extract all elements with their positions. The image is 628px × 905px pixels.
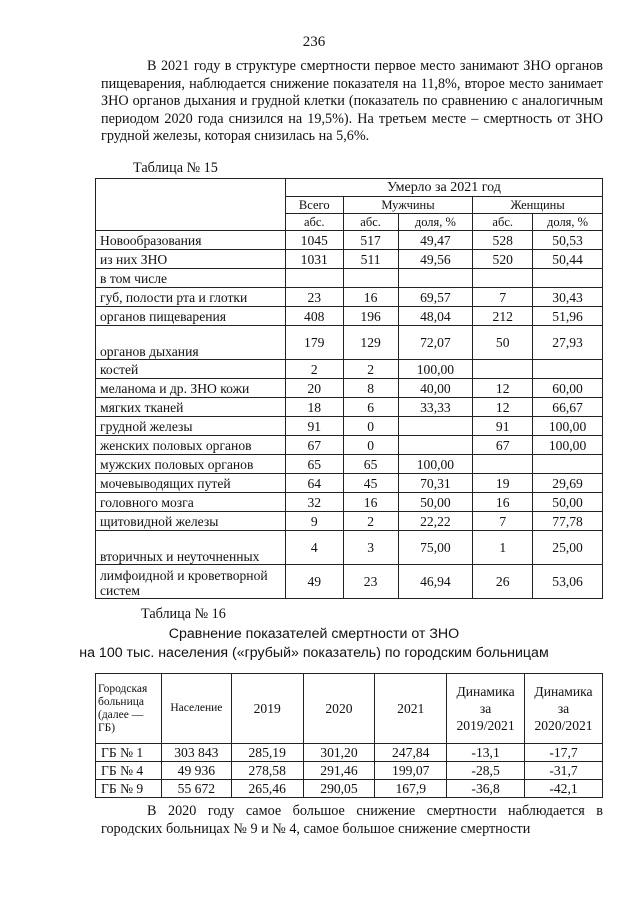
table-16 — [95, 673, 603, 798]
table15-header-abs-men: абс. — [343, 214, 398, 231]
table15-header-women: Женщины — [473, 197, 603, 214]
cell-men-share: 40,00 — [398, 379, 473, 398]
cell-men-share — [398, 269, 473, 288]
cell-men-abs: 2 — [343, 360, 398, 379]
table15-header-abs-total: абс. — [285, 214, 343, 231]
cell-men-abs: 65 — [343, 455, 398, 474]
row-label: ГБ № 9 — [96, 780, 162, 798]
row-label: в том числе — [96, 269, 286, 288]
table15-body — [96, 231, 603, 599]
cell-y2021: 199,07 — [375, 762, 447, 780]
cell-men-share: 100,00 — [398, 360, 473, 379]
cell-men-share: 49,47 — [398, 231, 473, 250]
cell-women-share: 66,67 — [533, 398, 603, 417]
cell-women-abs: 12 — [473, 379, 533, 398]
cell-y2019: 265,46 — [231, 780, 303, 798]
cell-women-abs — [473, 455, 533, 474]
cell-total: 64 — [285, 474, 343, 493]
row-label: органов пищеварения — [96, 307, 286, 326]
cell-women-abs — [473, 269, 533, 288]
row-label: органов дыхания — [96, 326, 286, 360]
cell-men-share — [398, 417, 473, 436]
cell-women-share: 100,00 — [533, 436, 603, 455]
cell-population: 55 672 — [161, 780, 231, 798]
table-row — [96, 493, 603, 512]
cell-total: 49 — [285, 565, 343, 599]
cell-women-share — [533, 360, 603, 379]
row-label: мужских половых органов — [96, 455, 286, 474]
cell-women-abs: 528 — [473, 231, 533, 250]
cell-men-abs — [343, 269, 398, 288]
table16-title-line1: Сравнение показателей смертности от ЗНО — [168, 626, 460, 642]
table16-header-dynamics-2019-2021: Динамика за 2019/2021 — [447, 674, 525, 744]
cell-y2021: 167,9 — [375, 780, 447, 798]
cell-men-abs: 6 — [343, 398, 398, 417]
table16-body — [96, 744, 603, 798]
table-15 — [95, 178, 603, 599]
row-label: вторичных и неуточненных — [96, 531, 286, 565]
table16-title-line2: на 100 тыс. населения («грубый» показатель) по городским больницам — [79, 645, 549, 661]
cell-total: 18 — [285, 398, 343, 417]
cell-men-share: 46,94 — [398, 565, 473, 599]
cell-men-share: 72,07 — [398, 326, 473, 360]
row-label: головного мозга — [96, 493, 286, 512]
table15-caption: Таблица № 15 — [133, 160, 218, 176]
table-row — [96, 512, 603, 531]
cell-women-share: 30,43 — [533, 288, 603, 307]
cell-women-abs: 16 — [473, 493, 533, 512]
table-row — [96, 250, 603, 269]
cell-total: 23 — [285, 288, 343, 307]
row-label: ГБ № 1 — [96, 744, 162, 762]
table16-header-dynamics-2020-2021: Динамика за 2020/2021 — [525, 674, 603, 744]
cell-women-abs: 67 — [473, 436, 533, 455]
cell-total: 65 — [285, 455, 343, 474]
cell-men-share — [398, 436, 473, 455]
cell-men-share: 33,33 — [398, 398, 473, 417]
cell-women-abs: 26 — [473, 565, 533, 599]
cell-women-share: 27,93 — [533, 326, 603, 360]
table-row — [96, 780, 603, 798]
table15-corner-cell — [96, 179, 286, 231]
cell-women-share — [533, 269, 603, 288]
row-label: мочевыводящих путей — [96, 474, 286, 493]
table-row — [96, 474, 603, 493]
cell-women-abs: 1 — [473, 531, 533, 565]
cell-dyn2: -17,7 — [525, 744, 603, 762]
row-label: из них ЗНО — [96, 250, 286, 269]
cell-dyn2: -42,1 — [525, 780, 603, 798]
cell-women-share: 60,00 — [533, 379, 603, 398]
row-label: мягких тканей — [96, 398, 286, 417]
intro-paragraph — [101, 58, 603, 146]
row-label: меланома и др. ЗНО кожи — [96, 379, 286, 398]
table16-label: Таблица № 16 — [141, 606, 226, 622]
cell-men-abs: 196 — [343, 307, 398, 326]
cell-women-abs: 91 — [473, 417, 533, 436]
cell-women-share: 25,00 — [533, 531, 603, 565]
table-row — [96, 762, 603, 780]
cell-total: 4 — [285, 531, 343, 565]
table16-header-2019: 2019 — [231, 674, 303, 744]
row-label: губ, полости рта и глотки — [96, 288, 286, 307]
cell-total: 408 — [285, 307, 343, 326]
table-row — [96, 307, 603, 326]
table15-header-share-women: доля, % — [533, 214, 603, 231]
cell-total: 1045 — [285, 231, 343, 250]
cell-total: 20 — [285, 379, 343, 398]
cell-men-abs: 16 — [343, 493, 398, 512]
cell-dyn1: -36,8 — [447, 780, 525, 798]
row-label: щитовидной железы — [96, 512, 286, 531]
cell-total — [285, 269, 343, 288]
table-row — [96, 231, 603, 250]
cell-men-abs: 0 — [343, 436, 398, 455]
table16-header-2021: 2021 — [375, 674, 447, 744]
outro-paragraph — [101, 803, 603, 838]
table15-header-share-men: доля, % — [398, 214, 473, 231]
cell-men-abs: 45 — [343, 474, 398, 493]
table-row — [96, 326, 603, 360]
cell-women-abs: 212 — [473, 307, 533, 326]
cell-y2020: 301,20 — [303, 744, 375, 762]
table-row — [96, 269, 603, 288]
row-label: женских половых органов — [96, 436, 286, 455]
row-label: грудной железы — [96, 417, 286, 436]
cell-men-abs: 8 — [343, 379, 398, 398]
table15-header-total: Всего — [285, 197, 343, 214]
cell-women-share: 77,78 — [533, 512, 603, 531]
row-label: ГБ № 4 — [96, 762, 162, 780]
table-row — [96, 288, 603, 307]
cell-total: 32 — [285, 493, 343, 512]
table-row — [96, 565, 603, 599]
cell-women-share: 51,96 — [533, 307, 603, 326]
cell-men-share: 49,56 — [398, 250, 473, 269]
row-label: костей — [96, 360, 286, 379]
cell-men-abs: 16 — [343, 288, 398, 307]
cell-men-share: 70,31 — [398, 474, 473, 493]
table-row — [96, 436, 603, 455]
cell-men-abs: 0 — [343, 417, 398, 436]
cell-y2020: 290,05 — [303, 780, 375, 798]
cell-y2019: 278,58 — [231, 762, 303, 780]
table-row — [96, 744, 603, 762]
cell-women-abs: 50 — [473, 326, 533, 360]
cell-men-share: 48,04 — [398, 307, 473, 326]
cell-women-abs: 520 — [473, 250, 533, 269]
row-label: лимфоидной и кроветворной систем — [96, 565, 286, 599]
cell-population: 49 936 — [161, 762, 231, 780]
table15-header-abs-women: абс. — [473, 214, 533, 231]
cell-men-abs: 517 — [343, 231, 398, 250]
cell-total: 91 — [285, 417, 343, 436]
cell-men-abs: 129 — [343, 326, 398, 360]
table16-header-2020: 2020 — [303, 674, 375, 744]
cell-women-abs: 19 — [473, 474, 533, 493]
cell-men-abs: 23 — [343, 565, 398, 599]
cell-men-abs: 2 — [343, 512, 398, 531]
cell-women-share: 50,44 — [533, 250, 603, 269]
cell-women-abs — [473, 360, 533, 379]
page-number: 236 — [302, 34, 326, 50]
cell-women-abs: 7 — [473, 512, 533, 531]
row-label: Новообразования — [96, 231, 286, 250]
table-row — [96, 417, 603, 436]
cell-women-share: 100,00 — [533, 417, 603, 436]
cell-dyn2: -31,7 — [525, 762, 603, 780]
cell-total: 179 — [285, 326, 343, 360]
cell-women-share: 29,69 — [533, 474, 603, 493]
cell-y2020: 291,46 — [303, 762, 375, 780]
cell-women-abs: 7 — [473, 288, 533, 307]
cell-men-share: 69,57 — [398, 288, 473, 307]
cell-total: 9 — [285, 512, 343, 531]
cell-men-abs: 511 — [343, 250, 398, 269]
cell-y2021: 247,84 — [375, 744, 447, 762]
cell-women-share: 50,53 — [533, 231, 603, 250]
cell-total: 1031 — [285, 250, 343, 269]
cell-total: 2 — [285, 360, 343, 379]
cell-total: 67 — [285, 436, 343, 455]
table16-header-population: Население — [161, 674, 231, 744]
cell-dyn1: -28,5 — [447, 762, 525, 780]
cell-men-abs: 3 — [343, 531, 398, 565]
cell-y2019: 285,19 — [231, 744, 303, 762]
table16-header-hospital: Городская больница (далее — ГБ) — [96, 674, 162, 744]
table-row — [96, 360, 603, 379]
table-row — [96, 455, 603, 474]
cell-dyn1: -13,1 — [447, 744, 525, 762]
cell-men-share: 100,00 — [398, 455, 473, 474]
table-row — [96, 379, 603, 398]
table15-header-top: Умерло за 2021 год — [285, 179, 602, 197]
cell-women-share: 50,00 — [533, 493, 603, 512]
table-row — [96, 398, 603, 417]
cell-men-share: 50,00 — [398, 493, 473, 512]
cell-men-share: 75,00 — [398, 531, 473, 565]
cell-women-share: 53,06 — [533, 565, 603, 599]
cell-women-abs: 12 — [473, 398, 533, 417]
cell-men-share: 22,22 — [398, 512, 473, 531]
intro-text: В 2021 году в структуре смертности первое место занимают ЗНО органов пищеварения, наблюдается снижение показателя на 11,8%, второе место занимает ЗНО органов дыхания и грудной клетки (показатель по сравнению с аналогичным периодом 2020 года снизился на 19,5%). На третьем месте – смертность от ЗНО грудной железы, которая снизилась на 5,6%. — [101, 58, 603, 144]
table-row — [96, 531, 603, 565]
cell-women-share — [533, 455, 603, 474]
outro-text: В 2020 году самое большое снижение смертности наблюдается в городских больницах № 9 и № 4, самое большое снижение смертности — [101, 803, 603, 837]
table15-header-men: Мужчины — [343, 197, 473, 214]
cell-population: 303 843 — [161, 744, 231, 762]
